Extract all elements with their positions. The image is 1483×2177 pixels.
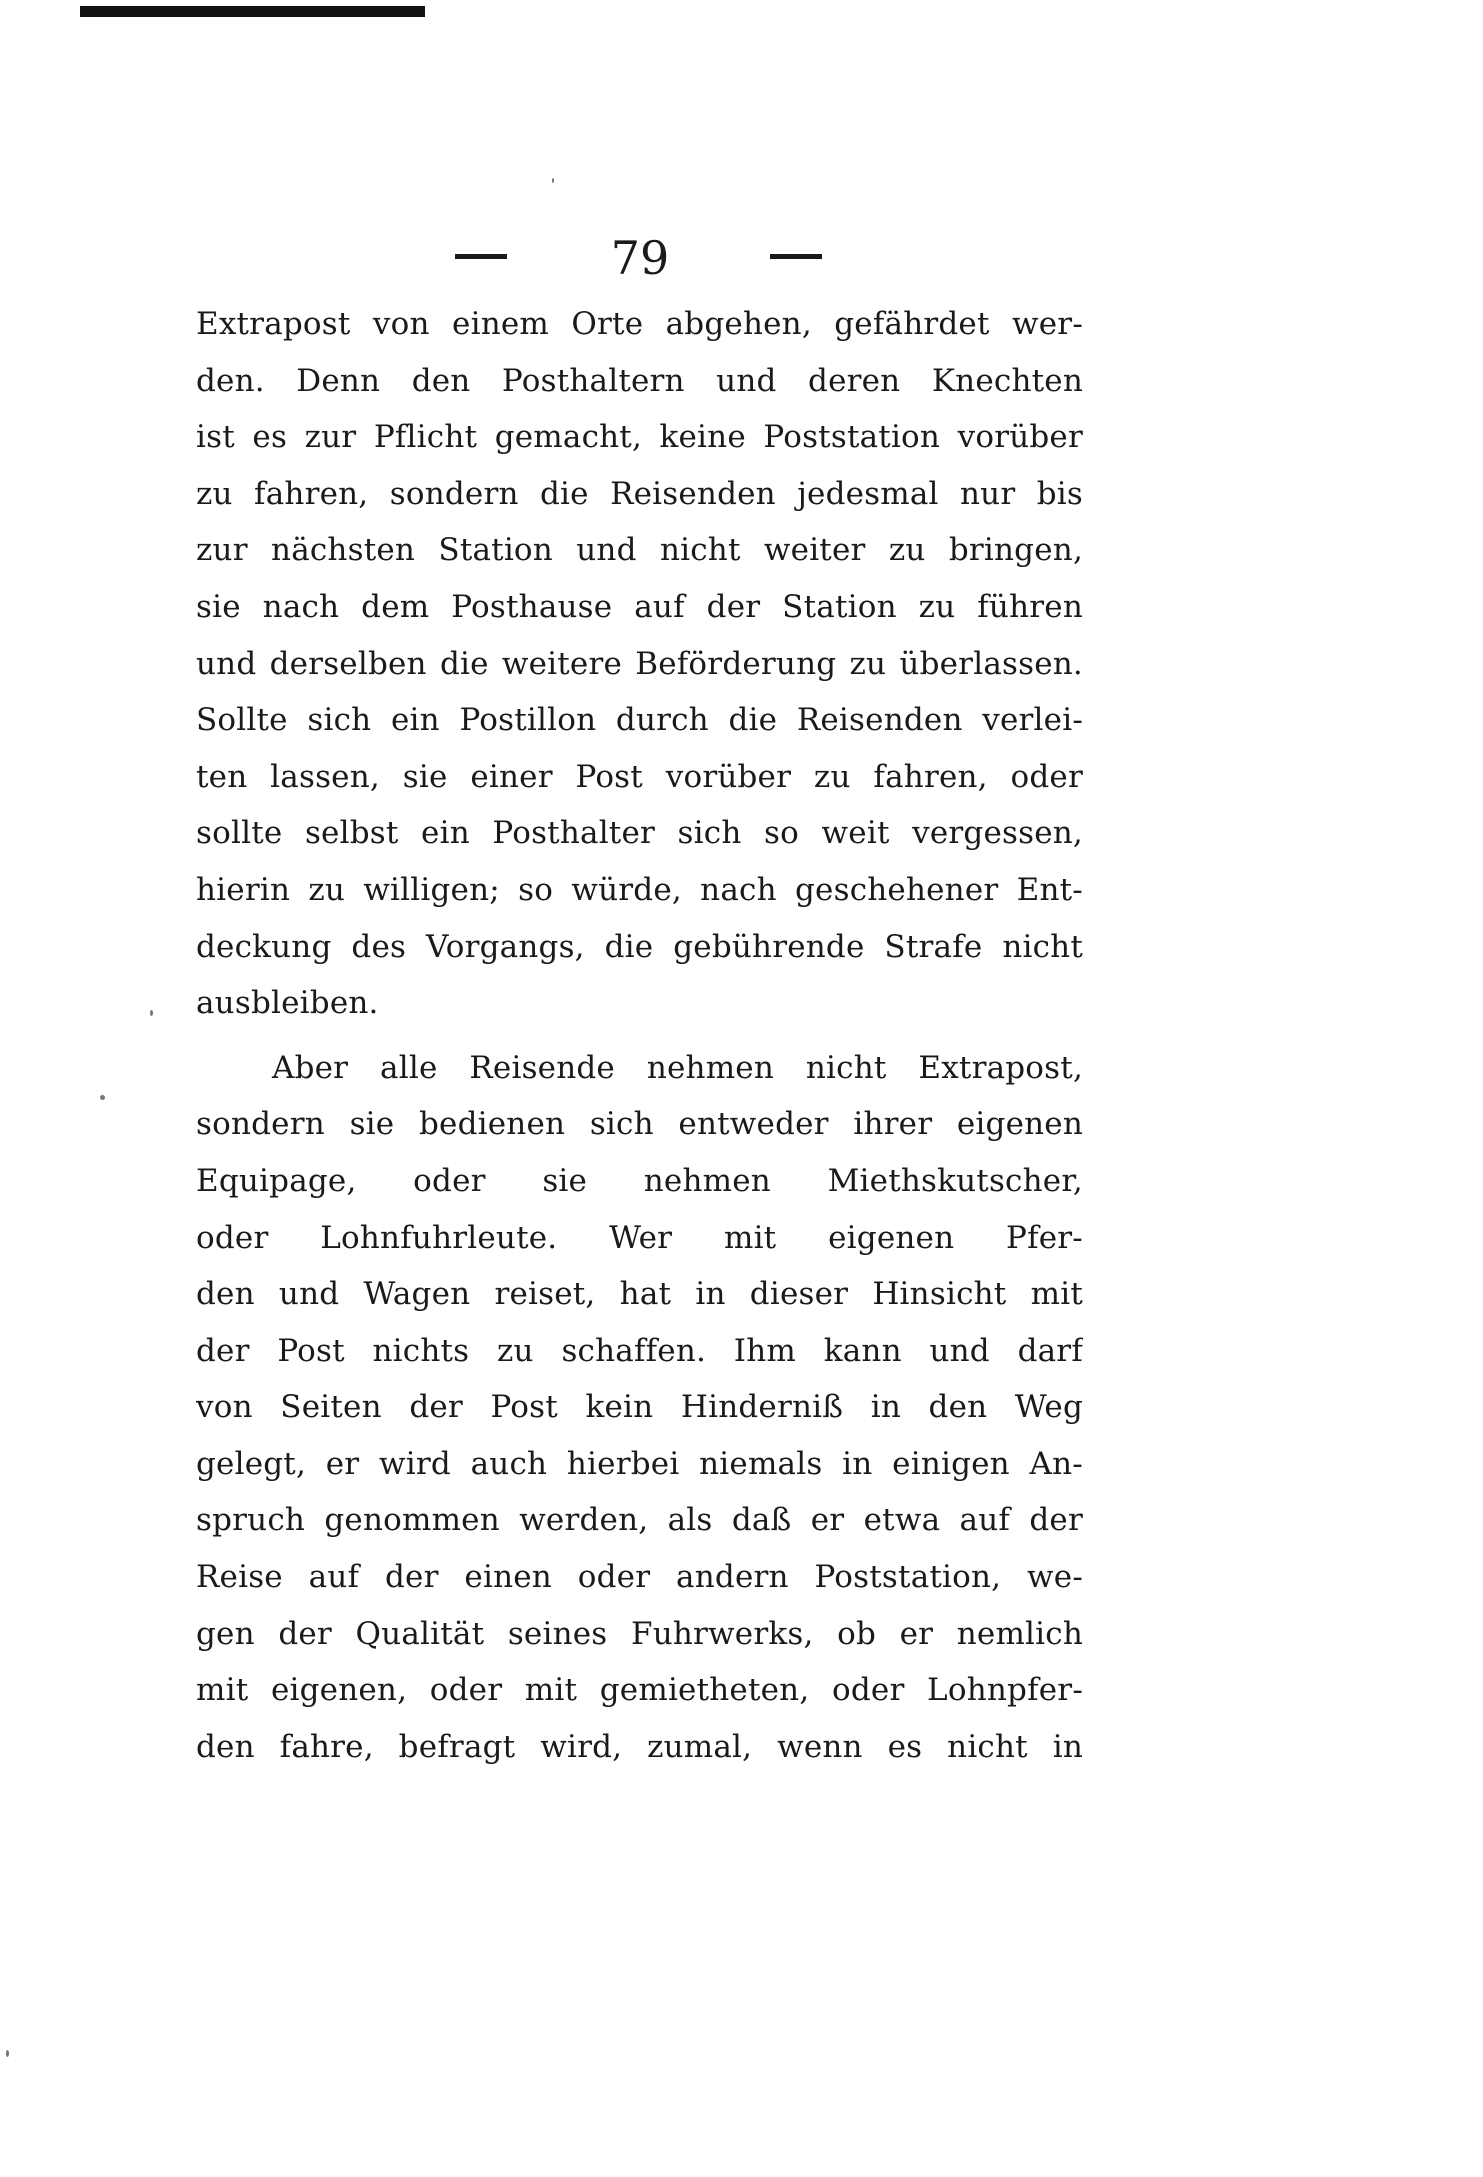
page-header — [0, 232, 1483, 302]
text-line: hierin zu willigen; so würde, nach geschehener Ent- — [196, 871, 1083, 908]
text-line: ist es zur Pflicht gemacht, keine Poststation vorüber — [196, 419, 1083, 456]
text-line: zu fahren, sondern die Reisenden jedesmal nur bis — [196, 475, 1083, 512]
text-line: Reise auf der einen oder andern Poststation, we- — [196, 1559, 1083, 1596]
paragraph-1 — [196, 296, 1083, 1032]
text-line: den fahre, befragt wird, zumal, wenn es nicht in — [196, 1728, 1083, 1765]
text-line: den und Wagen reiset, hat in dieser Hinsicht mit — [196, 1276, 1083, 1313]
text-line: spruch genommen werden, als daß er etwa auf der — [196, 1502, 1083, 1539]
top-edge-rule — [80, 6, 425, 17]
text-line: ten lassen, sie einer Post vorüber zu fahren, oder — [196, 758, 1083, 795]
paragraph-2 — [196, 1040, 1083, 1776]
text-line: deckung des Vorgangs, die gebührende Strafe nicht — [196, 928, 1083, 965]
text-line: sie nach dem Posthause auf der Station zu führen — [196, 588, 1083, 625]
text-line: zur nächsten Station und nicht weiter zu bringen, — [196, 532, 1083, 569]
page-number: 79 — [610, 231, 670, 285]
header-dash-left — [455, 254, 507, 259]
paper-speck — [552, 178, 554, 183]
header-dash-right — [770, 254, 822, 259]
text-line: gelegt, er wird auch hierbei niemals in einigen An- — [196, 1445, 1083, 1482]
text-line: sondern sie bedienen sich entweder ihrer eigenen — [196, 1106, 1083, 1143]
paragraph-gap — [196, 1032, 1083, 1040]
text-line: Extrapost von einem Orte abgehen, gefährdet wer- — [196, 306, 1083, 342]
paper-speck — [100, 1095, 105, 1100]
text-line: und derselben die weitere Beförderung zu überlassen. — [196, 645, 1083, 682]
text-line: Sollte sich ein Postillon durch die Reisenden verlei- — [196, 702, 1083, 739]
text-line: Aber alle Reisende nehmen nicht Extrapost, — [272, 1049, 1083, 1086]
text-line: oder Lohnfuhrleute. Wer mit eigenen Pfer- — [196, 1219, 1083, 1256]
text-line: der Post nichts zu schaffen. Ihm kann und darf — [196, 1332, 1083, 1369]
paper-speck — [150, 1010, 153, 1016]
text-line: den. Denn den Posthaltern und deren Knechten — [196, 362, 1083, 399]
page-body — [196, 296, 1083, 1775]
text-line: von Seiten der Post kein Hinderniß in den Weg — [196, 1389, 1083, 1426]
text-line: Equipage, oder sie nehmen Miethskutscher, — [196, 1162, 1083, 1199]
text-line: ausbleiben. — [196, 985, 379, 1022]
text-line: mit eigenen, oder mit gemietheten, oder Lohnpfer- — [196, 1672, 1083, 1709]
paper-speck — [6, 2050, 9, 2057]
text-line: gen der Qualität seines Fuhrwerks, ob er nemlich — [196, 1615, 1083, 1652]
text-line: sollte selbst ein Posthalter sich so weit vergessen, — [196, 815, 1083, 852]
